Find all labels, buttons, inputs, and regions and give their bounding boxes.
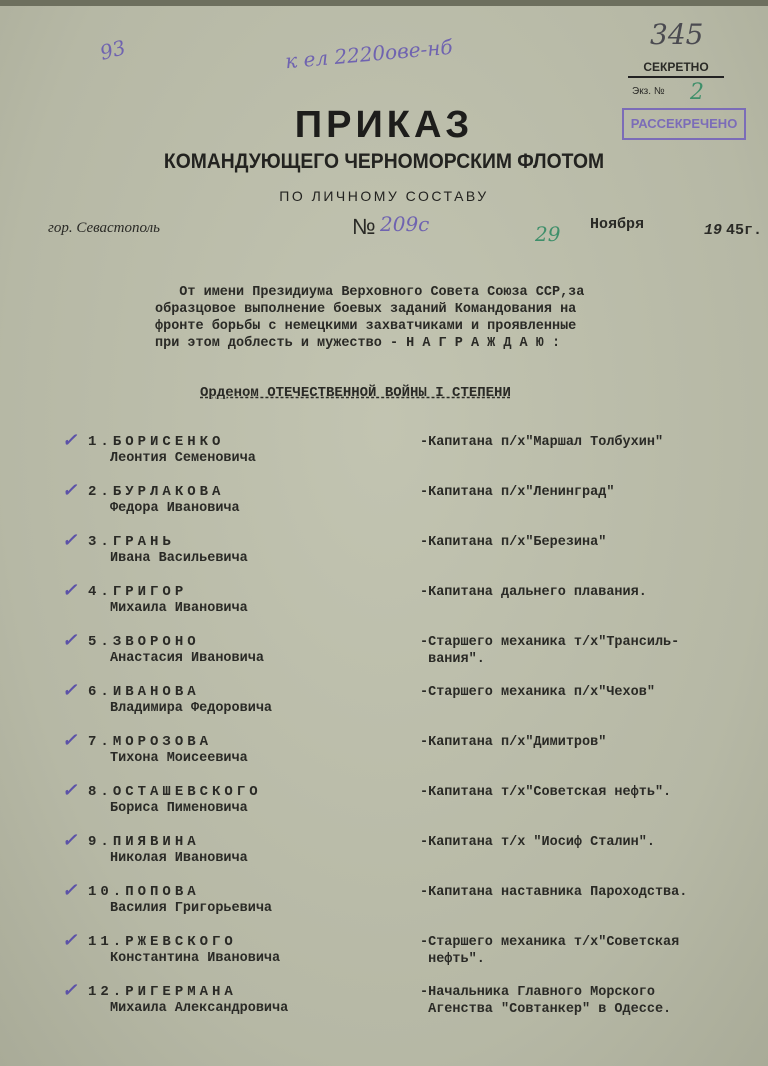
list-item (0, 730, 768, 784)
given-name: Василия Григорьевича (110, 901, 273, 916)
surname: 8.ОСТАШЕВСКОГО (88, 784, 262, 800)
list-item (0, 430, 768, 484)
position: -Капитана п/х"Березина" (420, 535, 607, 550)
check-mark-icon: ✓ (62, 580, 78, 601)
given-name: Николая Ивановича (110, 851, 248, 866)
position: -Капитана п/х"Маршал Толбухин" (420, 435, 664, 450)
year-prefix: 19 (704, 222, 723, 239)
given-name: Анастасия Ивановича (110, 651, 264, 666)
check-mark-icon: ✓ (62, 730, 78, 751)
position: -Капитана наставника Пароходства. (420, 885, 688, 900)
check-mark-icon: ✓ (62, 980, 78, 1001)
given-name: Леонтия Семеновича (110, 451, 256, 466)
surname: 11.РЖЕВСКОГО (88, 934, 237, 950)
given-name: Константина Ивановича (110, 951, 281, 966)
check-mark-icon: ✓ (62, 780, 78, 801)
surname: 6.ИВАНОВА (88, 684, 200, 700)
position: -Капитана т/х "Иосиф Сталин". (420, 835, 655, 850)
given-name: Михаила Александровича (110, 1001, 289, 1016)
order-month: Ноября (590, 216, 645, 233)
given-name: Владимира Федоровича (110, 701, 273, 716)
scan-edge (0, 0, 768, 6)
list-item (0, 880, 768, 934)
position: -Капитана дальнего плавания. (420, 585, 647, 600)
surname: 5.ЗВОРОНО (88, 634, 200, 650)
surname: 2.БУРЛАКОВА (88, 484, 225, 500)
copy-label: Экз. № (632, 86, 665, 97)
preamble: От имени Президиума Верховного Совета Союза ССР,за образцовое выполнение боевых заданий Командования на фронте борьбы с немецкими захватчиками и проявленные при этом доблесть и мужество - Н А Г Р А Ж Д А Ю : (155, 285, 585, 351)
subtitle-2: ПО ЛИЧНОМУ СОСТАВУ (279, 188, 489, 204)
list-item (0, 830, 768, 884)
surname: 9.ПИЯВИНА (88, 834, 200, 850)
position: -Капитана п/х"Димитров" (420, 735, 607, 750)
surname: 12.РИГЕРМАНА (88, 984, 237, 1000)
handwritten-note: к ел 2220ове-нб (284, 34, 454, 74)
secret-label: СЕКРЕТНО (628, 60, 724, 78)
check-mark-icon: ✓ (62, 930, 78, 951)
check-mark-icon: ✓ (62, 880, 78, 901)
year-suffix: 45г. (726, 222, 763, 239)
position: -Начальника Главного Морского Агенства "Совтанкер" в Одессе. (420, 985, 672, 1017)
order-number: 209с (380, 212, 430, 236)
order-number-label: № (352, 214, 376, 239)
award-heading: Орденом ОТЕЧЕСТВЕННОЙ ВОЙНЫ I СТЕПЕНИ (200, 385, 511, 401)
subtitle: КОМАНДУЮЩЕГО ЧЕРНОМОРСКИМ ФЛОТОМ (163, 150, 605, 173)
given-name: Бориса Пименовича (110, 801, 248, 816)
check-mark-icon: ✓ (62, 430, 78, 451)
position: -Старшего механика т/х"Советская нефть". (420, 935, 680, 967)
surname: 3.ГРАНЬ (88, 534, 175, 550)
list-item (0, 480, 768, 534)
list-item (0, 930, 768, 984)
given-name: Ивана Васильевича (110, 551, 248, 566)
list-item (0, 980, 768, 1034)
page-title: ПРИКАЗ (294, 104, 474, 146)
corner-mark: 93 (97, 35, 129, 65)
sheet-number: 345 (650, 18, 704, 51)
surname: 10.ПОПОВА (88, 884, 200, 900)
check-mark-icon: ✓ (62, 680, 78, 701)
surname: 4.ГРИГОР (88, 584, 188, 600)
position: -Капитана т/х"Советская нефть". (420, 785, 672, 800)
list-item (0, 780, 768, 834)
position: -Старшего механика т/х"Трансиль- вания". (420, 635, 680, 667)
given-name: Федора Ивановича (110, 501, 240, 516)
check-mark-icon: ✓ (62, 480, 78, 501)
check-mark-icon: ✓ (62, 830, 78, 851)
order-day: 29 (535, 222, 561, 246)
list-item (0, 530, 768, 584)
surname: 1.БОРИСЕНКО (88, 434, 225, 450)
surname: 7.МОРОЗОВА (88, 734, 213, 750)
list-item (0, 580, 768, 634)
check-mark-icon: ✓ (62, 530, 78, 551)
declassified-stamp: РАССЕКРЕЧЕНО (622, 108, 746, 140)
copy-number: 2 (690, 80, 704, 105)
list-item (0, 630, 768, 684)
city: гор. Севастополь (48, 220, 161, 236)
position: -Капитана п/х"Ленинград" (420, 485, 615, 500)
given-name: Тихона Моисеевича (110, 751, 248, 766)
list-item (0, 680, 768, 734)
position: -Старшего механика п/х"Чехов" (420, 685, 655, 700)
check-mark-icon: ✓ (62, 630, 78, 651)
given-name: Михаила Ивановича (110, 601, 248, 616)
